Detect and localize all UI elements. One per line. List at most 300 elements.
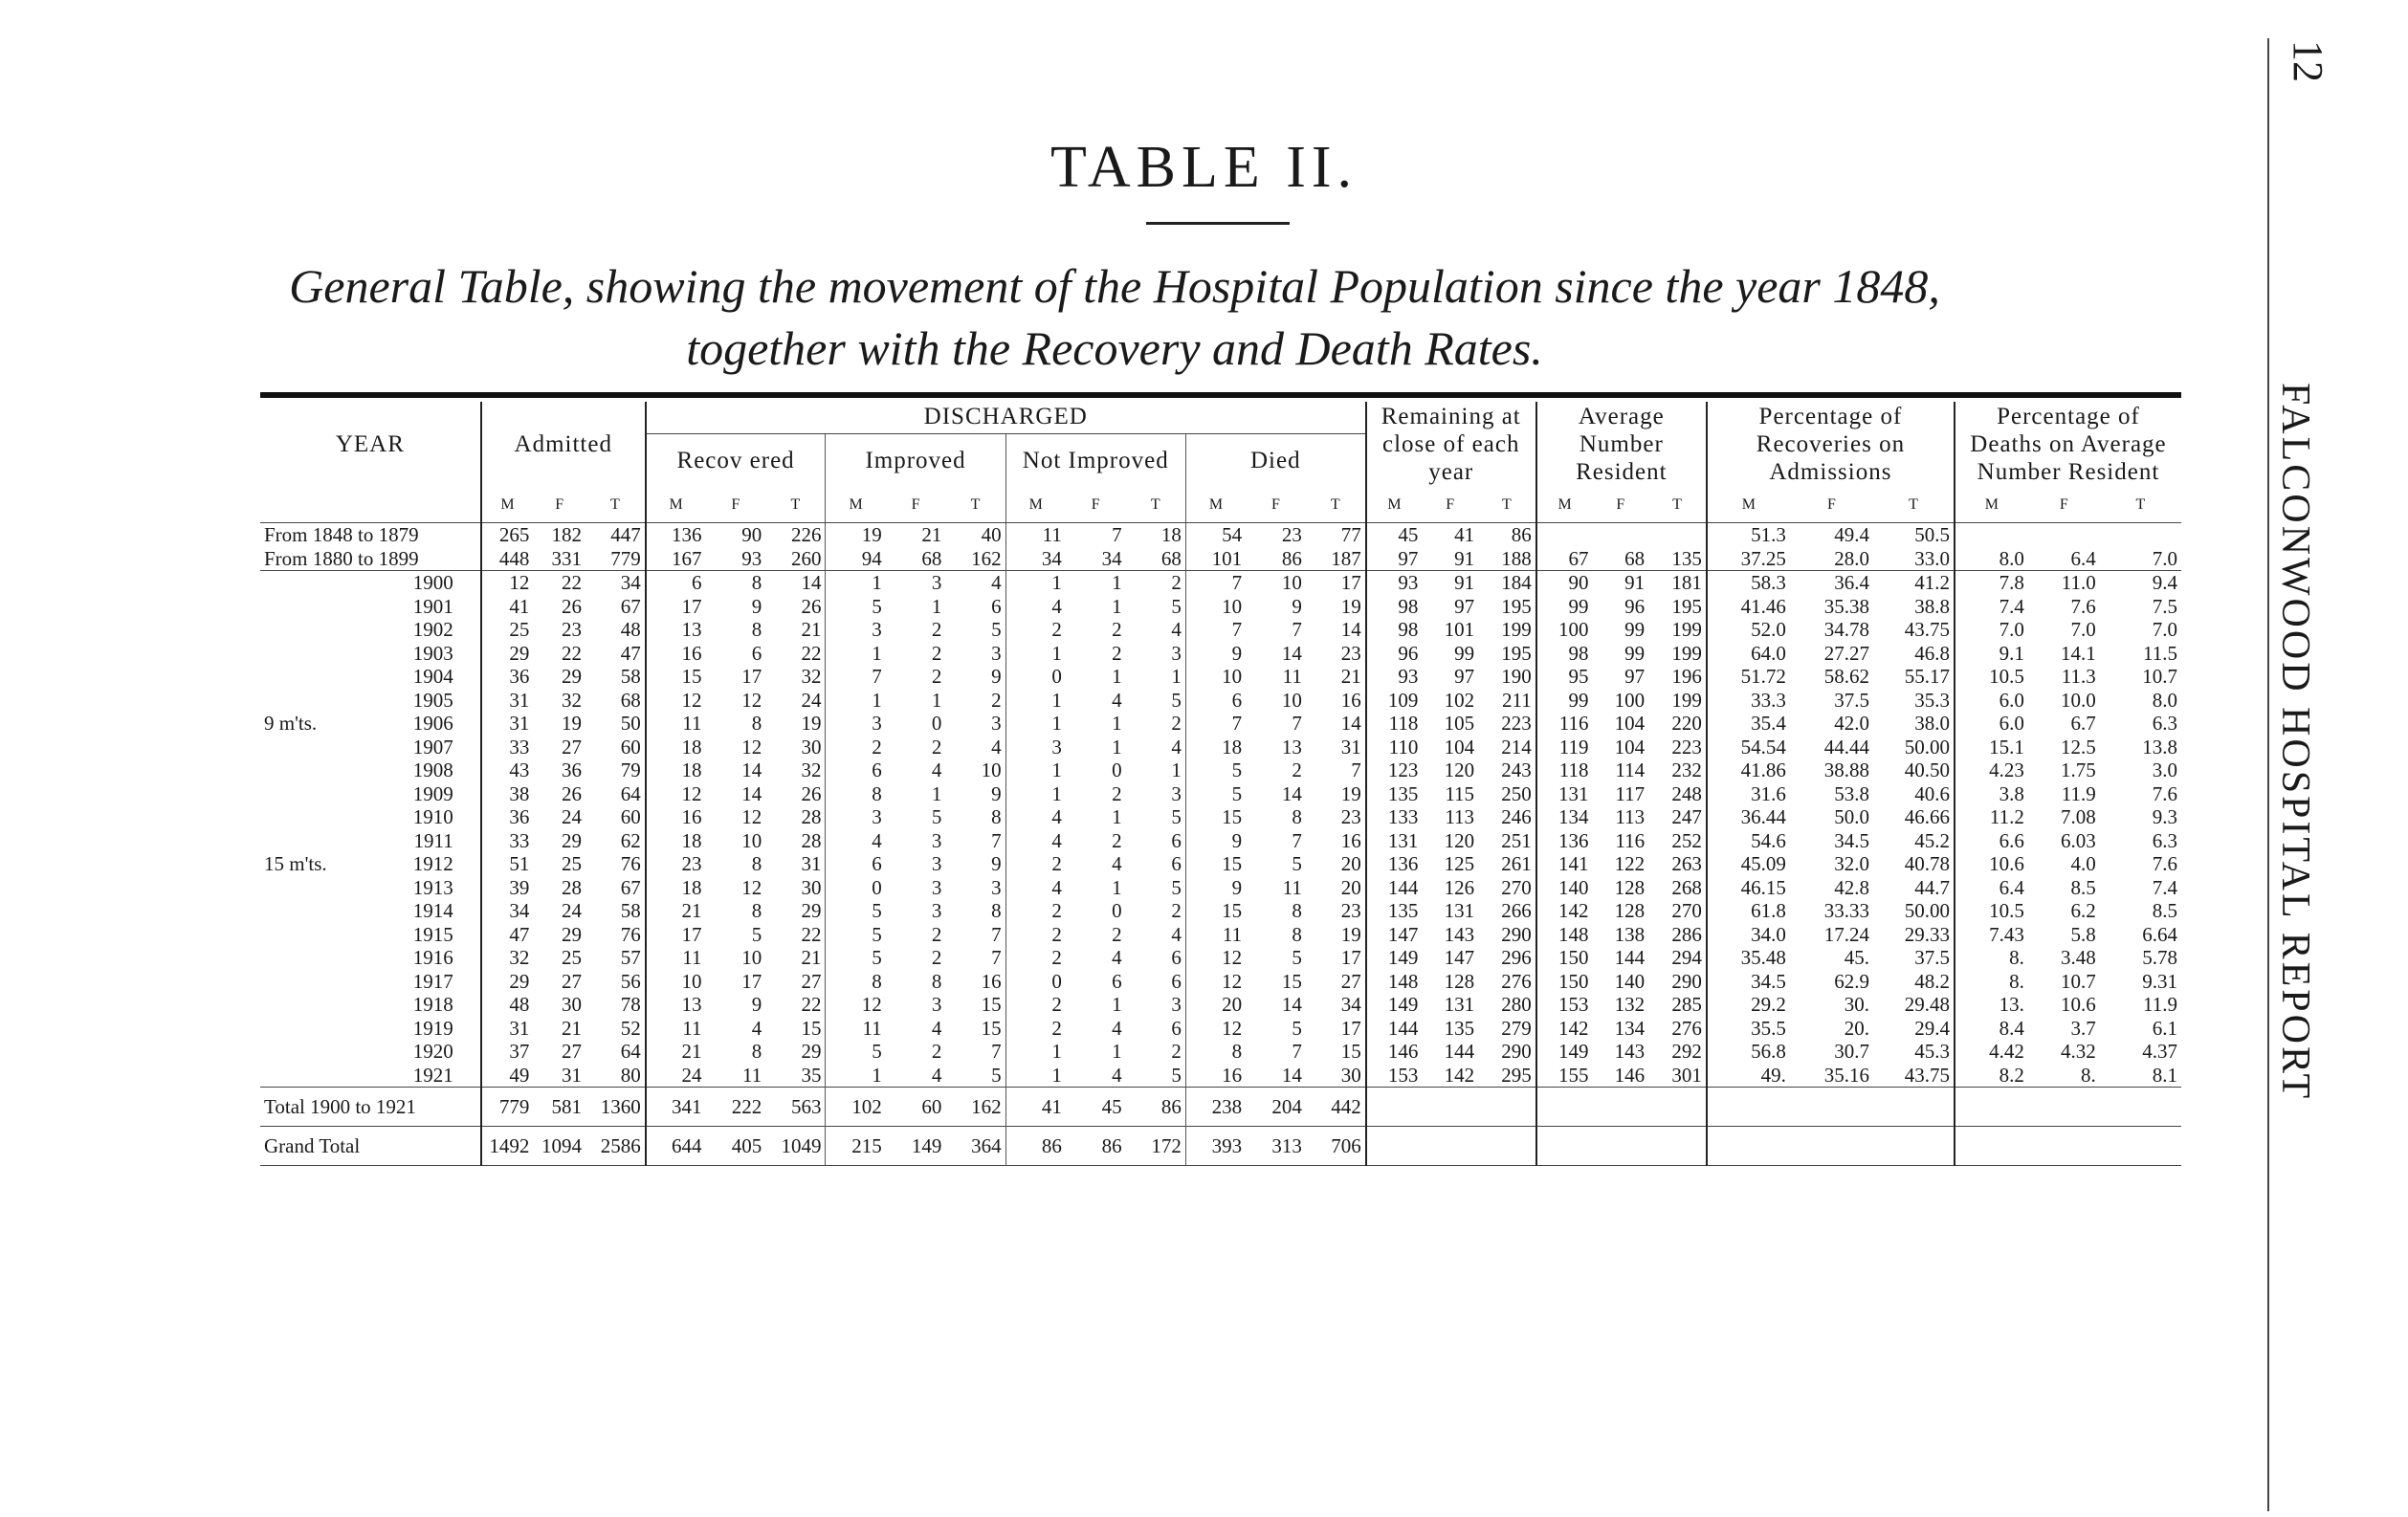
cell (1422, 1127, 1478, 1166)
cell: 14 (1281, 993, 1302, 1017)
cell: 147 (1366, 923, 1423, 947)
cell: 45.3 (1914, 1040, 1950, 1064)
cell: 4 (1171, 735, 1182, 758)
cell: 45.09 (1707, 852, 1790, 876)
cell: 8.0 (1955, 547, 2028, 571)
cell: 55.17 (1904, 665, 1950, 689)
cell: 3 (826, 712, 886, 736)
table-row (260, 758, 2181, 782)
row-year: 1906 (412, 712, 453, 736)
cell: 162 (971, 546, 1002, 570)
header-m: M (1005, 488, 1066, 523)
cell: 3 (991, 712, 1002, 736)
cell: 364 (945, 1127, 1005, 1166)
cell: 18 (646, 736, 706, 759)
row-note (260, 1040, 338, 1064)
cell: 181 (1648, 571, 1707, 595)
cell: 26 (562, 594, 582, 618)
cell: 126 (1444, 875, 1475, 899)
cell: 34.0 (1707, 923, 1790, 947)
cell: 7 (991, 922, 1002, 946)
row-year: From 1848 to 1879 (264, 523, 419, 547)
cell: 285 (1671, 993, 1702, 1017)
cell (1955, 523, 2028, 547)
table-body (260, 523, 2181, 1166)
cell: 6.64 (2142, 922, 2177, 946)
row-year: 1918 (412, 993, 453, 1017)
cell: 14 (1281, 641, 1302, 665)
header-m: M (1536, 488, 1593, 523)
cell: 1 (1005, 571, 1066, 595)
table-row (260, 712, 2181, 736)
cell: 4 (1112, 852, 1122, 876)
cell: 38 (481, 782, 534, 806)
cell: 148 (1536, 923, 1593, 947)
cell: 1 (1005, 642, 1066, 666)
cell: 22 (801, 922, 822, 946)
cell: 17 (1306, 571, 1366, 595)
row-note (260, 876, 338, 900)
cell: 260 (790, 546, 822, 570)
cell: 6.0 (1955, 689, 2028, 713)
cell: 98 (1536, 642, 1593, 666)
cell: 294 (1671, 946, 1702, 970)
hospital-population-table (260, 392, 2181, 1166)
cell (1592, 1127, 1648, 1166)
cell: 252 (1671, 828, 1702, 852)
cell: 27 (801, 969, 822, 993)
cell: 7 (1185, 712, 1246, 736)
cell: 5 (826, 923, 886, 947)
cell: 313 (1246, 1127, 1306, 1166)
cell (1366, 1127, 1423, 1166)
cell: 113 (1615, 805, 1646, 829)
cell: 64.0 (1707, 642, 1790, 666)
cell: 46.15 (1707, 876, 1790, 900)
cell (2100, 523, 2181, 547)
cell: 779 (481, 1088, 534, 1127)
cell: 18 (646, 829, 706, 853)
cell: 17 (741, 665, 762, 689)
cell: 7 (1185, 571, 1246, 595)
row-note (260, 805, 338, 829)
cell: 270 (1671, 899, 1702, 923)
cell: 10 (1185, 665, 1246, 689)
cell: 3 (886, 571, 946, 595)
cell: 8.2 (1955, 1064, 2028, 1088)
cell: 68 (620, 688, 641, 712)
cell: 150 (1536, 970, 1593, 994)
cell: 34.5 (1707, 970, 1790, 994)
cell: 143 (1444, 922, 1475, 946)
row-note (260, 1017, 338, 1041)
cell: 6 (1171, 1016, 1182, 1040)
cell: 44.44 (1823, 735, 1869, 758)
cell: 20 (1340, 852, 1361, 876)
cell: 34 (1340, 993, 1361, 1017)
cell: 150 (1536, 946, 1593, 970)
cell: 10.0 (2060, 688, 2096, 712)
cell: 23 (562, 618, 582, 642)
cell: 32 (562, 688, 582, 712)
cell: 35.48 (1707, 946, 1790, 970)
cell: 331 (551, 546, 582, 570)
cell: 1 (931, 688, 942, 712)
header-improved: Improved (826, 433, 1005, 488)
cell: 11 (646, 712, 706, 736)
cell: 5 (1171, 875, 1182, 899)
header-f: F (1066, 488, 1126, 523)
cell: 21 (562, 1016, 582, 1040)
cell: 12 (481, 571, 534, 595)
header-discharged: DISCHARGED (646, 402, 1366, 433)
cell: 447 (610, 523, 641, 547)
cell: 6.4 (1955, 876, 2028, 900)
cell: 187 (1331, 546, 1361, 570)
cell: 2 (991, 688, 1002, 712)
cell: 8 (1292, 805, 1302, 829)
cell (1536, 1127, 1593, 1166)
cell: 41.46 (1707, 595, 1790, 619)
cell: 104 (1614, 735, 1646, 758)
cell: 33.0 (1914, 546, 1950, 570)
cell (2100, 1127, 2181, 1166)
cell: 58.3 (1707, 571, 1790, 595)
cell: 98 (1366, 618, 1423, 642)
cell: 57 (620, 946, 641, 970)
cell: 14.1 (2060, 641, 2096, 665)
cell: 286 (1671, 922, 1702, 946)
cell: 3 (1171, 781, 1182, 805)
cell: 6 (751, 641, 762, 665)
cell (1366, 1088, 1423, 1127)
cell: 8. (2080, 1063, 2096, 1087)
cell (1592, 523, 1648, 547)
cell: 6 (826, 852, 886, 876)
cell: 1 (1171, 665, 1182, 689)
cell: 292 (1671, 1040, 1702, 1064)
cell: 76 (620, 852, 641, 876)
cell: 20 (1185, 993, 1246, 1017)
cell: 33 (481, 829, 534, 853)
cell: 26 (801, 594, 822, 618)
cell: 11 (646, 946, 706, 970)
cell: 38.8 (1914, 594, 1950, 618)
cell: 10 (646, 970, 706, 994)
row-year: 1916 (412, 946, 453, 970)
cell: 1 (1005, 1040, 1066, 1064)
cell: 11 (1282, 665, 1302, 689)
cell: 3 (826, 805, 886, 829)
cell: 24 (646, 1064, 706, 1088)
cell: 11 (1005, 523, 1066, 547)
cell: 144 (1366, 1017, 1423, 1041)
cell: 1360 (585, 1088, 646, 1127)
cell: 95 (1536, 665, 1593, 689)
cell: 1 (1005, 782, 1066, 806)
cell: 45.2 (1914, 828, 1950, 852)
cell: 12 (1185, 1017, 1246, 1041)
cell: 148 (1366, 970, 1423, 994)
cell: 99 (1454, 641, 1475, 665)
cell: 30 (562, 993, 582, 1017)
cell: 138 (1614, 922, 1646, 946)
row-note (260, 993, 338, 1017)
cell (1648, 523, 1707, 547)
cell: 38.88 (1823, 758, 1869, 782)
cell: 91 (1592, 571, 1648, 595)
row-year: From 1880 to 1899 (264, 546, 419, 570)
cell: 3 (931, 875, 942, 899)
cell: 35.16 (1823, 1063, 1869, 1087)
header-pct-recoveries: Percentage of Recoveries on Admissions (1707, 402, 1955, 488)
cell: 7 (991, 946, 1002, 970)
header-f: F (2028, 488, 2100, 523)
table-title: TABLE II. (1049, 135, 1359, 200)
cell: 8 (826, 782, 886, 806)
cell: 41 (1005, 1088, 1066, 1127)
cell: 113 (1445, 805, 1475, 829)
cell: 136 (646, 523, 706, 547)
cell (1955, 1088, 2028, 1127)
cell: 2 (1005, 1017, 1066, 1041)
cell: 80 (620, 1063, 641, 1087)
header-m: M (1707, 488, 1790, 523)
cell: 29 (481, 642, 534, 666)
header-f: F (705, 488, 765, 523)
cell: 38.0 (1914, 712, 1950, 736)
cell: 190 (1501, 665, 1532, 689)
cell: 41 (1454, 523, 1475, 547)
cell: 3.48 (2060, 946, 2096, 970)
cell: 1492 (481, 1127, 534, 1166)
cell: 131 (1444, 899, 1475, 923)
header-t: T (1648, 488, 1707, 523)
cell: 105 (1444, 712, 1475, 736)
cell: 15 (1340, 1040, 1361, 1064)
cell: 40.50 (1904, 758, 1950, 782)
header-m: M (826, 488, 886, 523)
cell: 21 (921, 523, 942, 547)
cell: 7.4 (1955, 595, 2028, 619)
cell: 15 (981, 993, 1002, 1017)
cell: 644 (646, 1127, 706, 1166)
cell: 135 (1671, 546, 1702, 570)
cell: 7.6 (2070, 594, 2096, 618)
cell: 20 (1340, 875, 1361, 899)
header-t: T (1126, 488, 1186, 523)
row-year: 1908 (412, 758, 453, 782)
table-row (260, 899, 2181, 923)
cell: 7.08 (2060, 805, 2096, 829)
row-note (260, 782, 338, 806)
header-t: T (1478, 488, 1536, 523)
cell: 2 (1005, 618, 1066, 642)
cell: 7 (1292, 712, 1302, 736)
cell: 15 (1281, 969, 1302, 993)
table-row (260, 736, 2181, 759)
cell: 10.6 (1955, 852, 2028, 876)
row-note (260, 736, 338, 759)
cell: 32 (481, 946, 534, 970)
margin-rule (2267, 38, 2269, 1511)
cell: 98 (1366, 595, 1423, 619)
cell: 32 (801, 758, 822, 782)
cell: 31 (481, 689, 534, 713)
cell: 29 (801, 899, 822, 923)
row-year: 1913 (412, 875, 453, 899)
cell: 0 (826, 876, 886, 900)
cell: 128 (1614, 875, 1646, 899)
cell: 3 (826, 618, 886, 642)
cell: 2 (1005, 899, 1066, 923)
cell: 12 (826, 993, 886, 1017)
cell: 29.2 (1707, 993, 1790, 1017)
cell: 6 (1171, 852, 1182, 876)
cell: 296 (1501, 946, 1532, 970)
cell: 4 (1171, 618, 1182, 642)
cell: 290 (1671, 969, 1702, 993)
table-row (260, 523, 2181, 547)
cell: 6.0 (1955, 712, 2028, 736)
cell: 27.27 (1823, 641, 1869, 665)
header-m: M (1366, 488, 1423, 523)
table-top-rule (260, 392, 2181, 398)
cell: 36 (481, 805, 534, 829)
cell: 4 (1005, 829, 1066, 853)
cell: 33.3 (1707, 689, 1790, 713)
cell: 8 (751, 712, 762, 736)
cell: 8 (826, 970, 886, 994)
header-pct-deaths: Percentage of Deaths on Average Number Resident (1955, 402, 2181, 488)
cell: 0 (1005, 970, 1066, 994)
cell: 2 (1005, 946, 1066, 970)
cell: 2 (1112, 828, 1122, 852)
table-row (260, 876, 2181, 900)
cell: 97 (1454, 594, 1475, 618)
cell: 43.75 (1904, 618, 1950, 642)
grand-total-row (260, 1127, 2181, 1166)
table-row (260, 970, 2181, 994)
cell: 68 (1624, 546, 1646, 570)
cell: 86 (1005, 1127, 1066, 1166)
cell: 1 (1066, 571, 1126, 595)
cell: 10 (1185, 595, 1246, 619)
cell: 7.43 (1955, 923, 2028, 947)
cell (1790, 1127, 1873, 1166)
row-note (260, 642, 338, 666)
cell: 116 (1615, 828, 1646, 852)
cell: 1 (826, 1064, 886, 1088)
cell: 162 (945, 1088, 1005, 1127)
cell: 1 (1112, 735, 1122, 758)
cell: 142 (1536, 1017, 1593, 1041)
cell: 50 (620, 712, 641, 736)
total-row (260, 1088, 2181, 1127)
cell: 2 (1112, 618, 1122, 642)
cell: 706 (1306, 1127, 1366, 1166)
cell: 116 (1536, 712, 1593, 736)
cell: 34.5 (1834, 828, 1869, 852)
cell: 22 (562, 641, 582, 665)
row-year: 1910 (412, 805, 453, 829)
cell: 14 (1281, 781, 1302, 805)
cell: 21 (646, 899, 706, 923)
cell: 47 (620, 641, 641, 665)
cell: 1 (1005, 689, 1066, 713)
cell: 149 (886, 1127, 946, 1166)
cell: 34 (1005, 547, 1066, 571)
cell: 29.48 (1904, 993, 1950, 1017)
cell: 8.0 (2152, 688, 2177, 712)
cell: 49 (481, 1064, 534, 1088)
row-note (260, 689, 338, 713)
cell (1955, 1127, 2028, 1166)
row-note (260, 618, 338, 642)
header-admitted: Admitted (481, 402, 646, 488)
cell: 5 (1185, 782, 1246, 806)
cell: 5 (1171, 688, 1182, 712)
cell: 215 (826, 1127, 886, 1166)
cell: 144 (1444, 1040, 1475, 1064)
cell: 5 (991, 618, 1002, 642)
cell: 7 (826, 665, 886, 689)
header-t: T (585, 488, 646, 523)
cell: 3 (991, 641, 1002, 665)
cell: 276 (1501, 969, 1532, 993)
cell: 17 (1340, 946, 1361, 970)
cell: 195 (1501, 594, 1532, 618)
cell: 4 (1112, 1063, 1122, 1087)
cell: 4 (945, 571, 1005, 595)
cell: 15 (1185, 852, 1246, 876)
cell: 10 (1281, 688, 1302, 712)
cell: 27 (562, 1040, 582, 1064)
row-note (260, 758, 338, 782)
cell: 220 (1671, 712, 1702, 736)
cell: 7 (1112, 523, 1122, 547)
cell: 122 (1614, 852, 1646, 876)
cell: 9 (751, 594, 762, 618)
cell: 4 (991, 735, 1002, 758)
header-f: F (1790, 488, 1873, 523)
cell: 1 (826, 571, 886, 595)
cell (1478, 1088, 1536, 1127)
row-note (260, 665, 338, 689)
cell: 3.8 (1955, 782, 2028, 806)
cell: 261 (1501, 852, 1532, 876)
cell: 96 (1366, 642, 1423, 666)
cell: 146 (1366, 1040, 1423, 1064)
cell: 8 (751, 618, 762, 642)
cell: 6 (826, 758, 886, 782)
cell: 15 (1185, 899, 1246, 923)
cell: 1 (1005, 1064, 1066, 1088)
cell: 12 (1185, 946, 1246, 970)
cell: 19 (801, 712, 822, 736)
cell: 40 (981, 523, 1002, 547)
cell: 22 (533, 571, 585, 595)
cell: 7.4 (2152, 875, 2177, 899)
cell: 199 (1671, 641, 1702, 665)
cell: 11.2 (1955, 805, 2028, 829)
header-f: F (533, 488, 585, 523)
cell: 50.5 (1914, 523, 1950, 547)
cell: 45 (1366, 523, 1423, 547)
cell: 37.5 (1834, 688, 1869, 712)
cell: 6 (1171, 828, 1182, 852)
cell (1648, 1088, 1707, 1127)
